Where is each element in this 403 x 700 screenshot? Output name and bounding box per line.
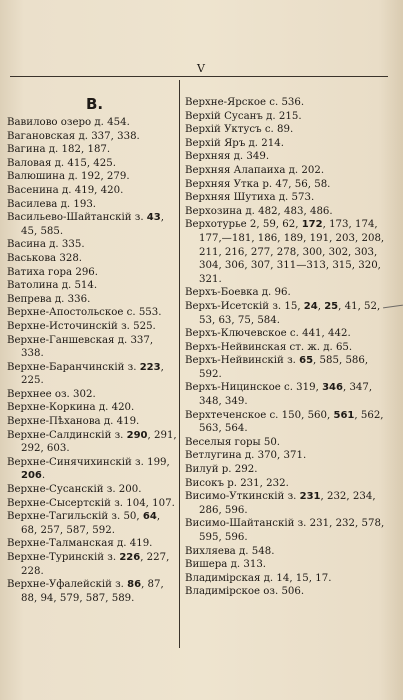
index-entry [7,361,177,388]
entry-text: Верхозина д. 482, 483, 486. [185,205,333,217]
entry-text: Валюшина д. 192, 279. [7,171,130,183]
entry-text: Верхне-Сысертскій з. 104, 107. [7,497,175,509]
entry-text: , 87, 88, 94, 579, 587, 589. [21,579,164,604]
index-entry [185,572,385,586]
index-entry [7,198,177,212]
entry-text: Верхъ-Ключевское с. 441, 442. [185,328,351,340]
entry-text: Високъ р. 231, 232. [185,477,289,489]
entry-text: Валовая д. 415, 425. [7,157,116,169]
entry-text: Васькова 328. [7,252,83,264]
index-entry [7,211,177,238]
entry-text: Верхне-Баранчинскій з. [7,361,140,373]
index-entry [185,150,385,164]
entry-text: Верхъ-Нейвинскій з. [185,355,300,367]
entry-text: , 68, 257, 587, 592. [21,511,161,536]
entry-text: , 45, 585. [21,212,164,237]
entry-text: , 347, 348, 349. [199,382,373,408]
index-entry [7,143,177,157]
entry-bold-ref: 226 [119,552,141,563]
entry-text: Верхотурье 2, 59, 62, [185,219,302,231]
entry-text: Вагина д. 182, 187. [7,144,111,156]
index-entry [7,483,177,497]
entry-text: Верхій Сусанъ д. 215. [185,110,302,122]
column-divider [179,80,180,648]
entry-text: Верхъ-Боевка д. 96. [185,287,291,299]
entry-text: Верхне-Источинскій з. 525. [7,320,156,332]
index-entry [185,286,385,300]
index-entry [7,578,177,605]
entry-text: Верхне-Салдинскій з. [7,429,127,441]
index-entry [7,279,177,293]
index-entry [7,388,177,402]
index-entry [185,205,385,219]
entry-text: Вепрева д. 336. [7,293,91,305]
entry-bold-ref: 24 [303,300,318,312]
entry-text: Верхнее оз. 302. [7,388,96,400]
entry-text: Вилуй р. 292. [185,464,258,476]
entry-text: , 41, 52, 53, 63, 75, 584. [199,300,381,326]
index-entry [185,327,385,341]
entry-bold-ref: 290 [126,429,148,441]
entry-bold-ref: 43 [146,212,161,224]
entry-text: Верхне-Тагильскій з. 50, [7,511,143,523]
index-entry [7,456,177,483]
entry-text: Верхъ-Нейвинская ст. ж. д. 65. [185,341,353,353]
index-entry [7,429,177,456]
index-entry [185,341,385,355]
entry-text: Владимірское оз. 506. [185,586,305,598]
entry-text: Вишера д. 313. [185,559,267,571]
entry-text: , 585, 586, 592. [199,355,369,380]
entry-text: Верхне-Пѣханова д. 419. [7,416,140,428]
index-entry [185,558,385,572]
entry-text: Верхне-Туринскій з. [7,552,120,563]
index-entry [7,551,177,578]
entry-text: Верхне-Коркина д. 420. [7,402,135,414]
index-entry [7,306,177,320]
right-entries [185,96,385,599]
entry-text: Верхне-Талманская д. 419. [7,538,153,550]
index-entry [7,334,177,361]
index-entry [185,110,385,124]
entry-text: Ватолина д. 514. [7,280,98,292]
index-entry [7,320,177,334]
entry-text: Верхій Яръ д. 214. [185,137,284,149]
entry-text: Висимо-Уткинскій з. [185,491,300,503]
index-entry [185,381,385,408]
index-entry [7,497,177,511]
entry-text: Верхне-Ганшевская д. 337, 338. [7,334,154,360]
index-column-left [7,98,177,605]
left-entries [7,116,177,605]
entry-bold-ref: 86 [127,579,142,591]
entry-text: Верхне-Уфалейскій з. [7,579,128,591]
entry-text: Верхне-Сусанскій з. 200. [7,484,142,496]
entry-text: Висимо-Шайтанскій з. 231, 232, 578, 595, 596. [185,518,385,543]
entry-text: Владимірская д. 14, 15, 17. [185,572,332,584]
entry-bold-ref: 25 [324,300,339,312]
entry-text: , [317,300,325,312]
entry-text: Васенина д. 419, 420. [7,184,124,196]
index-entry [7,415,177,429]
entry-text: Вихляева д. 548. [185,545,275,557]
index-entry [7,252,177,266]
entry-text: Верхняя Шутиха д. 573. [185,192,315,204]
entry-text: , 232, 234, 286, 596. [199,491,376,516]
index-entry [7,170,177,184]
entry-text: Василева д. 193. [7,198,97,210]
entry-text: , 291, 292, 603. [21,429,177,455]
index-entry [7,184,177,198]
index-entry [185,477,385,491]
entry-bold-ref: 65 [299,355,314,367]
entry-text: Вавилово озеро д. 454. [7,117,130,128]
entry-text: Васина д. 335. [7,239,85,251]
entry-text: , 227, 228. [21,552,170,577]
index-entry [7,510,177,537]
index-entry [185,354,385,381]
index-entry [7,401,177,415]
entry-text: Верхне-Ярское с. 536. [185,97,305,108]
entry-bold-ref: 346 [322,382,343,394]
entry-text: . [41,470,46,482]
index-entry [185,191,385,205]
section-letter: В. [86,95,104,113]
index-entry [185,585,385,599]
entry-text: , 562, 563, 564. [199,409,384,435]
index-entry [185,178,385,192]
page-number: V [197,62,206,75]
entry-text: Верхне-Апостольское с. 553. [7,307,162,319]
index-entry [185,137,385,151]
top-rule [10,76,388,77]
pencil-mark [383,305,403,309]
index-entry [185,96,385,110]
entry-text: Верхне-Синячихинскій з. 199, [7,456,170,468]
index-entry [185,123,385,137]
entry-text: Верхій Уктусъ с. 89. [185,124,294,136]
index-entry [7,116,177,130]
entry-text: Вагановская д. 337, 338. [7,130,140,142]
index-entry [185,300,385,327]
index-entry [185,517,385,544]
index-entry [7,266,177,280]
index-column-right [185,96,385,599]
entry-bold-ref: 223 [139,361,161,373]
entry-bold-ref: 231 [299,491,321,503]
entry-text: Верхъ-Ницинское с. 319, [185,382,323,394]
entry-text: Васильево-Шайтанскій з. [7,212,147,224]
entry-text: Верхняя д. 349. [185,151,270,163]
index-entry [185,463,385,477]
index-entry [185,409,385,436]
entry-text: Веселыя горы 50. [185,436,281,448]
entry-text: Ватиха гора 296. [7,266,99,278]
entry-bold-ref: 172 [301,219,323,231]
entry-bold-ref: 206 [21,470,42,482]
index-entry [185,490,385,517]
entry-text: Верхъ-Исетскій з. 15, [185,300,304,312]
entry-text: Верхтеченское с. 150, 560, [185,409,334,421]
entry-text: , 225. [21,361,164,387]
index-entry [7,293,177,307]
index-entry [185,436,385,450]
index-entry [185,545,385,559]
index-entry [185,164,385,178]
entry-text: , 173, 174, 177,—181, 186, 189, 191, 203, 208, 211, 216, 277, 278, 300, 302, 303, 304, 306, 307, 311—313, 315, 320, 321. [199,219,385,285]
index-entry [185,218,385,286]
index-entry [185,449,385,463]
entry-text: Верхняя Утка р. 47, 56, 58. [185,178,331,190]
index-entry [7,537,177,551]
index-entry [7,130,177,144]
index-entry [7,238,177,252]
entry-text: Верхняя Алапаиха д. 202. [185,164,325,176]
entry-bold-ref: 64 [142,511,157,523]
entry-bold-ref: 561 [333,409,355,421]
entry-text: Ветлугина д. 370, 371. [185,450,307,462]
index-entry [7,157,177,171]
